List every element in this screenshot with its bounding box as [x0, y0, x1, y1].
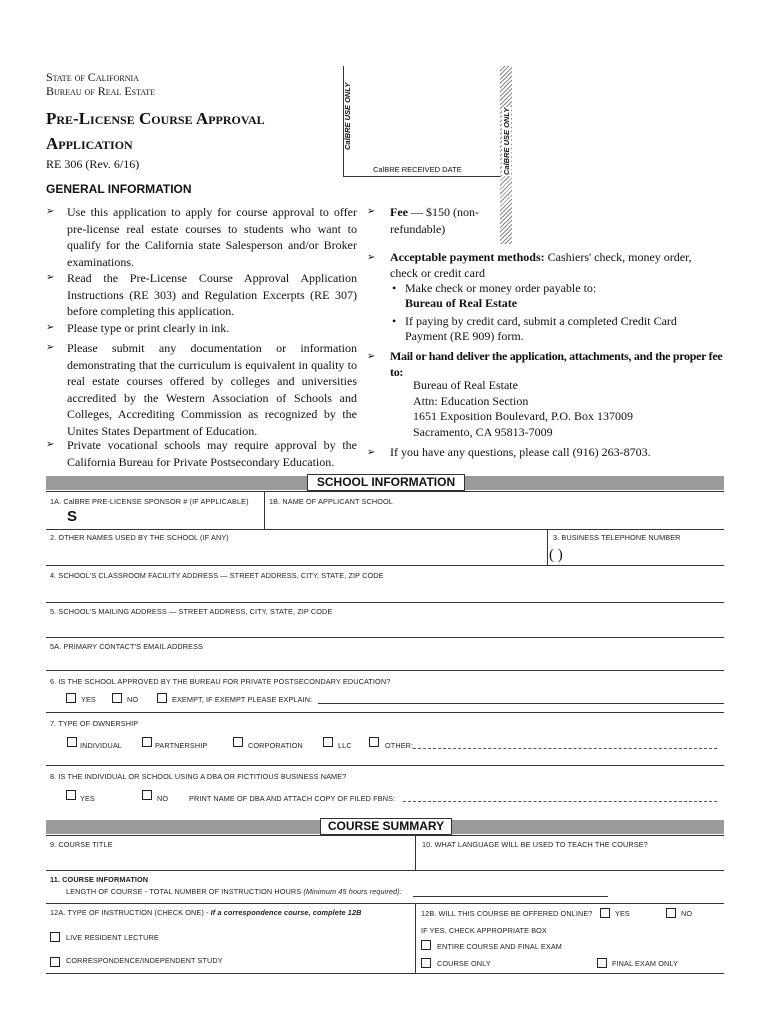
general-item-3: Please type or print clearly in ink.	[67, 321, 230, 335]
ownership-other-checkbox[interactable]	[369, 737, 379, 747]
form-title-line-2: Application	[46, 134, 133, 153]
dba-yes-label: YES	[80, 794, 95, 803]
ownership-corporation-label: CORPORATION	[248, 741, 303, 750]
ownership-llc-checkbox[interactable]	[323, 737, 333, 747]
mailing-address-label: 5. SCHOOL'S MAILING ADDRESS — STREET ADDRESS, CITY, STATE, ZIP CODE	[50, 607, 333, 616]
fee-text	[390, 204, 500, 237]
dba-question: 8. IS THE INDIVIDUAL OR SCHOOL USING A DBA OR FICTITIOUS BUSINESS NAME?	[50, 772, 347, 781]
bppe-yes-label: YES	[81, 695, 96, 704]
address-line-2: Attn: Education Section	[413, 393, 529, 408]
live-lecture-label: LIVE RESIDENT LECTURE	[66, 933, 159, 942]
course-title-label: 9. COURSE TITLE	[50, 840, 113, 849]
phone-field[interactable]: ( )	[549, 547, 563, 563]
online-no-label: NO	[681, 909, 693, 918]
instruction-type-text: 12A. TYPE OF INSTRUCTION (CHECK ONE) -	[50, 908, 211, 917]
sponsor-number-value[interactable]: S	[67, 508, 78, 525]
agency-line-1: State of California	[46, 70, 139, 84]
address-line-1: Bureau of Real Estate	[413, 378, 518, 392]
divider	[46, 835, 724, 836]
questions-text: If you have any questions, please call (916) 263-8703.	[390, 445, 651, 459]
dba-print-label: PRINT NAME OF DBA AND ATTACH COPY OF FILED FBNS:	[189, 794, 396, 803]
divider	[547, 529, 548, 565]
divider	[46, 491, 724, 492]
bppe-no-label: NO	[127, 695, 139, 704]
bppe-yes-checkbox[interactable]	[66, 693, 76, 703]
divider	[46, 565, 724, 566]
address-line-4: Sacramento, CA 95813-7009	[413, 424, 553, 439]
calbre-use-only-label-2: CalBRE USE ONLY	[502, 107, 511, 175]
online-if-yes-label: IF YES, CHECK APPROPRIATE BOX	[421, 926, 547, 935]
payable-block	[405, 281, 725, 311]
ownership-other-line[interactable]	[413, 748, 717, 749]
payable-text: Make check or money order payable to:	[405, 281, 597, 295]
sponsor-number-label: 1A. CalBRE PRE-LICENSE SPONSOR # (IF APPLICABLE)	[50, 497, 249, 506]
arrow-bullet-icon: ➢	[46, 439, 55, 450]
mailing-address	[413, 378, 633, 440]
bppe-no-checkbox[interactable]	[112, 693, 122, 703]
correspondence-checkbox[interactable]	[50, 957, 60, 967]
divider	[46, 973, 724, 974]
general-item-4: Please submit any documentation or information demonstrating that the curriculum is equivalent in quality to real estate courses offered by colleges and universities accredited by the Western Association of Schools and Colleges, Accrediting Commission as recognized by the Unites States Department of Education.	[67, 341, 357, 438]
divider	[264, 491, 265, 529]
classroom-address-label: 4. SCHOOL'S CLASSROOM FACILITY ADDRESS — STREET ADDRESS, CITY, STATE, ZIP CODE	[50, 571, 384, 580]
bppe-question: 6. IS THE SCHOOL APPROVED BY THE BUREAU FOR PRIVATE POSTSECONDARY EDUCATION?	[50, 677, 391, 686]
bppe-exempt-label: EXEMPT, IF EXEMPT PLEASE EXPLAIN:	[172, 695, 313, 704]
exempt-explain-line[interactable]	[318, 703, 724, 704]
arrow-bullet-icon: ➢	[367, 252, 376, 263]
school-info-heading: SCHOOL INFORMATION	[307, 474, 465, 491]
divider	[46, 602, 724, 603]
online-yes-checkbox[interactable]	[600, 908, 610, 918]
online-course-only-checkbox[interactable]	[421, 958, 431, 968]
ownership-corporation-checkbox[interactable]	[233, 737, 243, 747]
divider	[46, 903, 724, 904]
payable-to: Bureau of Real Estate	[405, 296, 518, 310]
payment-text: Cashiers' check, money order, check or credit card	[390, 250, 692, 280]
general-item-2: Read the Pre-License Course Approval Application Instructions (RE 303) and Regulation Excerpts (RE 307) before completing this application.	[67, 271, 357, 319]
bppe-exempt-checkbox[interactable]	[157, 693, 167, 703]
online-entire-label: ENTIRE COURSE AND FINAL EXAM	[437, 942, 562, 951]
form-title	[46, 106, 265, 156]
divider	[415, 903, 416, 973]
mail-label: Mail or hand deliver the application, attachments, and the proper fee to:	[390, 349, 723, 379]
arrow-bullet-icon: ➢	[46, 342, 55, 353]
course-length-min: (Minimum 45 hours required):	[303, 887, 402, 896]
divider	[46, 529, 724, 530]
arrow-bullet-icon: ➢	[367, 447, 376, 458]
course-info-label: 11. COURSE INFORMATION	[50, 875, 149, 884]
phone-label: 3. BUSINESS TELEPHONE NUMBER	[553, 533, 681, 542]
arrow-bullet-icon: ➢	[46, 322, 55, 333]
payment-methods	[390, 249, 720, 281]
divider	[415, 835, 416, 870]
other-names-label: 2. OTHER NAMES USED BY THE SCHOOL (IF ANY)	[50, 533, 229, 542]
received-date-label: CalBRE RECEIVED DATE	[373, 165, 462, 174]
online-course-only-label: COURSE ONLY	[437, 959, 491, 968]
online-final-only-label: FINAL EXAM ONLY	[612, 959, 678, 968]
general-item-5: Private vocational schools may require approval by the California Bureau for Private Postsecondary Education.	[67, 438, 357, 469]
calbre-use-only-label-1: CalBRE USE ONLY	[343, 82, 352, 150]
arrow-bullet-icon: ➢	[367, 206, 376, 217]
instruction-type-note: If a correspondence course, complete 12B	[210, 908, 362, 917]
dba-name-line[interactable]	[403, 801, 717, 802]
ownership-llc-label: LLC	[338, 741, 352, 750]
arrow-bullet-icon: ➢	[367, 351, 376, 362]
fee-label: Fee	[390, 205, 408, 219]
payment-label: Acceptable payment methods:	[390, 250, 545, 264]
course-length-label	[66, 887, 402, 896]
divider	[46, 870, 724, 871]
divider	[46, 712, 724, 713]
ownership-individual-checkbox[interactable]	[67, 737, 77, 747]
online-yes-label: YES	[615, 909, 630, 918]
office-box-bottom-border	[343, 176, 500, 177]
dba-no-label: NO	[157, 794, 169, 803]
fee-amount: — $150 (non-refundable)	[390, 205, 479, 236]
ownership-partnership-label: PARTNERSHIP	[155, 741, 208, 750]
online-final-only-checkbox[interactable]	[597, 958, 607, 968]
course-hours-line[interactable]	[413, 896, 608, 897]
course-summary-heading: COURSE SUMMARY	[320, 818, 452, 835]
email-label: 5A. PRIMARY CONTACT'S EMAIL ADDRESS	[50, 642, 204, 651]
correspondence-label: CORRESPONDENCE/INDEPENDENT STUDY	[66, 956, 223, 965]
ownership-partnership-checkbox[interactable]	[142, 737, 152, 747]
ownership-individual-label: INDIVIDUAL	[80, 741, 122, 750]
form-number: RE 306 (Rev. 6/16)	[46, 157, 140, 171]
online-question: 12B. WILL THIS COURSE BE OFFERED ONLINE?	[421, 909, 593, 918]
address-line-3: 1651 Exposition Boulevard, P.O. Box 137009	[413, 409, 634, 423]
online-no-checkbox[interactable]	[666, 908, 676, 918]
general-info-heading: GENERAL INFORMATION	[46, 182, 192, 196]
divider	[46, 637, 724, 638]
credit-card-text: If paying by credit card, submit a completed Credit Card Payment (RE 909) form.	[405, 314, 677, 343]
agency-line-2: Bureau of Real Estate	[46, 84, 156, 98]
applicant-school-label: 1B. NAME OF APPLICANT SCHOOL	[269, 497, 393, 506]
bullet-dot-icon: •	[392, 314, 397, 328]
bullet-dot-icon: •	[392, 281, 397, 295]
divider	[46, 670, 724, 671]
live-lecture-checkbox[interactable]	[50, 932, 60, 942]
divider	[46, 765, 724, 766]
ownership-other-label: OTHER:	[385, 741, 414, 750]
arrow-bullet-icon: ➢	[46, 272, 55, 283]
form-title-line-1: Pre-License Course Approval	[46, 109, 265, 128]
language-label: 10. WHAT LANGUAGE WILL BE USED TO TEACH THE COURSE?	[422, 840, 648, 849]
dba-no-checkbox[interactable]	[142, 790, 152, 800]
arrow-bullet-icon: ➢	[46, 206, 55, 217]
dba-yes-checkbox[interactable]	[66, 790, 76, 800]
instruction-type-label	[50, 908, 361, 917]
general-item-1: Use this application to apply for course approval to offer pre-license real estate courses to students who want to qualify for the California state Salesperson and/or Broker examinations.	[67, 205, 357, 269]
course-length-text: LENGTH OF COURSE - TOTAL NUMBER OF INSTRUCTION HOURS	[66, 887, 302, 896]
online-entire-checkbox[interactable]	[421, 940, 431, 950]
ownership-label: 7. TYPE OF OWNERSHIP	[50, 719, 139, 728]
agency-name	[46, 70, 155, 98]
